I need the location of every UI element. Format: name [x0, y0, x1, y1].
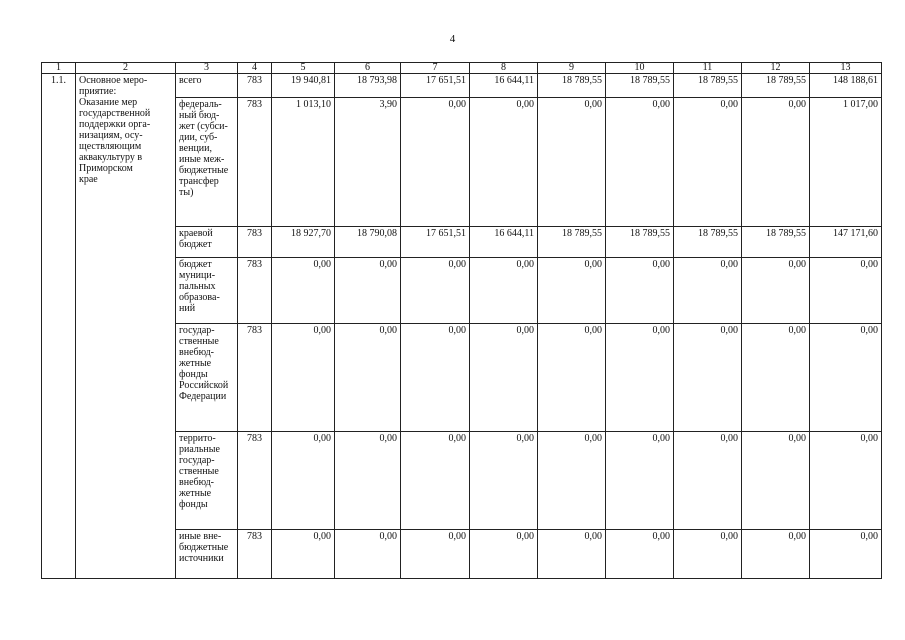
page-number: 4 [449, 33, 456, 45]
event-name: Основное меро- приятие: Оказание мер государственной поддержки орга- низациям, осу- ществляющим аквакультуру в Приморском крае [76, 74, 176, 579]
amount-cell: 0,00 [606, 324, 674, 432]
amount-cell: 0,00 [674, 324, 742, 432]
amount-cell: 0,00 [401, 432, 470, 530]
amount-cell: 0,00 [335, 530, 401, 579]
amount-cell: 1 013,10 [272, 98, 335, 227]
amount-cell: 0,00 [335, 258, 401, 324]
admin-code: 783 [238, 432, 272, 530]
column-number: 10 [606, 63, 674, 74]
funding-source: всего [176, 74, 238, 98]
amount-cell: 0,00 [674, 530, 742, 579]
amount-cell: 17 651,51 [401, 74, 470, 98]
column-number: 3 [176, 63, 238, 74]
amount-cell: 0,00 [538, 324, 606, 432]
amount-cell: 0,00 [470, 324, 538, 432]
amount-cell: 16 644,11 [470, 227, 538, 258]
item-number: 1.1. [42, 74, 76, 579]
amount-cell: 0,00 [401, 258, 470, 324]
amount-cell: 0,00 [470, 98, 538, 227]
amount-cell: 0,00 [272, 432, 335, 530]
amount-cell: 0,00 [674, 432, 742, 530]
amount-cell: 16 644,11 [470, 74, 538, 98]
amount-cell: 147 171,60 [810, 227, 882, 258]
admin-code: 783 [238, 98, 272, 227]
amount-cell: 18 789,55 [538, 74, 606, 98]
amount-cell: 0,00 [674, 98, 742, 227]
column-number: 6 [335, 63, 401, 74]
admin-code: 783 [238, 324, 272, 432]
amount-cell: 0,00 [538, 98, 606, 227]
amount-cell: 0,00 [538, 530, 606, 579]
amount-cell: 0,00 [335, 324, 401, 432]
amount-cell: 0,00 [272, 324, 335, 432]
funding-source: краевой бюджет [176, 227, 238, 258]
amount-cell: 18 789,55 [606, 227, 674, 258]
budget-table [41, 62, 882, 579]
amount-cell: 18 789,55 [538, 227, 606, 258]
amount-cell: 0,00 [272, 258, 335, 324]
column-number: 1 [42, 63, 76, 74]
amount-cell: 0,00 [606, 98, 674, 227]
amount-cell: 0,00 [470, 432, 538, 530]
amount-cell: 0,00 [742, 530, 810, 579]
funding-source: федераль- ный бюд- жет (субси- дии, суб- венции, иные меж- бюджетные трансфер ты) [176, 98, 238, 227]
amount-cell: 0,00 [810, 432, 882, 530]
amount-cell: 19 940,81 [272, 74, 335, 98]
amount-cell: 18 789,55 [674, 74, 742, 98]
amount-cell: 0,00 [538, 432, 606, 530]
amount-cell: 0,00 [470, 258, 538, 324]
column-number: 13 [810, 63, 882, 74]
column-number: 5 [272, 63, 335, 74]
amount-cell: 0,00 [742, 258, 810, 324]
column-number-row [42, 63, 882, 74]
amount-cell: 18 789,55 [742, 227, 810, 258]
funding-source: террито- риальные государ- ственные внебюд- жетные фонды [176, 432, 238, 530]
table-row [42, 74, 882, 98]
amount-cell: 18 927,70 [272, 227, 335, 258]
funding-source: государ- ственные внебюд- жетные фонды Российской Федерации [176, 324, 238, 432]
amount-cell: 18 789,55 [606, 74, 674, 98]
amount-cell: 0,00 [810, 258, 882, 324]
column-number: 9 [538, 63, 606, 74]
amount-cell: 0,00 [674, 258, 742, 324]
amount-cell: 0,00 [742, 324, 810, 432]
admin-code: 783 [238, 530, 272, 579]
amount-cell: 18 793,98 [335, 74, 401, 98]
amount-cell: 18 790,08 [335, 227, 401, 258]
amount-cell: 0,00 [606, 530, 674, 579]
amount-cell: 0,00 [401, 324, 470, 432]
amount-cell: 148 188,61 [810, 74, 882, 98]
amount-cell: 0,00 [742, 98, 810, 227]
amount-cell: 0,00 [272, 530, 335, 579]
column-number: 12 [742, 63, 810, 74]
column-number: 8 [470, 63, 538, 74]
amount-cell: 0,00 [742, 432, 810, 530]
funding-source: иные вне- бюджетные источники [176, 530, 238, 579]
column-number: 11 [674, 63, 742, 74]
amount-cell: 18 789,55 [742, 74, 810, 98]
amount-cell: 0,00 [606, 432, 674, 530]
column-number: 4 [238, 63, 272, 74]
admin-code: 783 [238, 74, 272, 98]
funding-source: бюджет муници- пальных образова- ний [176, 258, 238, 324]
amount-cell: 0,00 [810, 530, 882, 579]
column-number: 2 [76, 63, 176, 74]
amount-cell: 0,00 [401, 98, 470, 227]
amount-cell: 0,00 [401, 530, 470, 579]
amount-cell: 0,00 [606, 258, 674, 324]
amount-cell: 0,00 [810, 324, 882, 432]
amount-cell: 3,90 [335, 98, 401, 227]
admin-code: 783 [238, 258, 272, 324]
amount-cell: 1 017,00 [810, 98, 882, 227]
column-number: 7 [401, 63, 470, 74]
admin-code: 783 [238, 227, 272, 258]
amount-cell: 0,00 [335, 432, 401, 530]
amount-cell: 17 651,51 [401, 227, 470, 258]
amount-cell: 0,00 [470, 530, 538, 579]
amount-cell: 18 789,55 [674, 227, 742, 258]
amount-cell: 0,00 [538, 258, 606, 324]
